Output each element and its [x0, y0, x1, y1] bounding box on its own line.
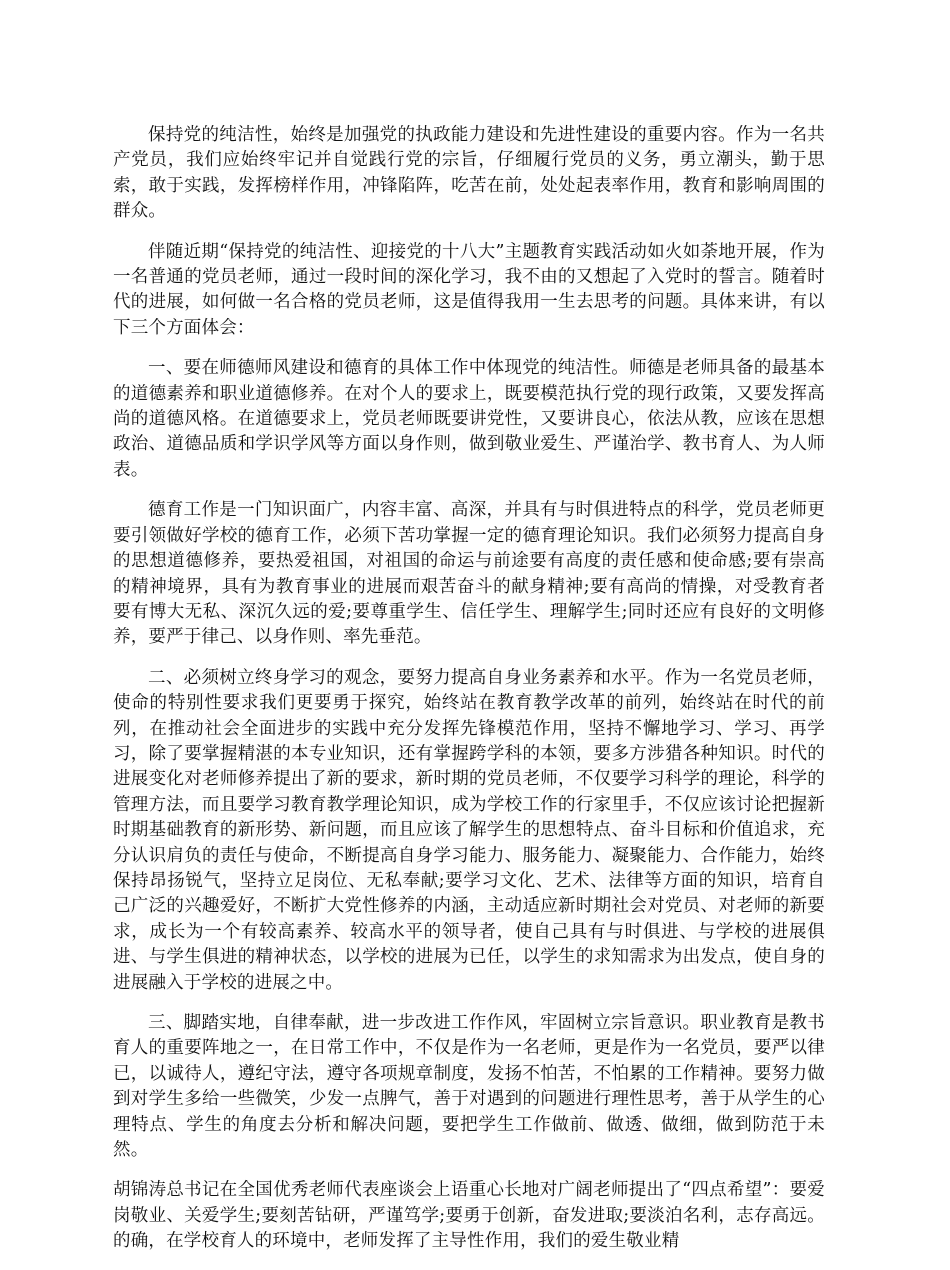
paragraph-background: 伴随近期“保持党的纯洁性、迎接党的十八大”主题教育实践活动如火如荼地开展，作为一名普通的党员老师，通过一段时间的深化学习，我不由的又想起了入党时的誓言。随着时代的进展，如何做一名合格的党员老师，这是值得我用一生去思考的问题。具体来讲，有以下三个方面体会： [113, 241, 825, 338]
paragraph-point-three: 三、脚踏实地，自律奉献，进一步改进工作作风，牢固树立宗旨意识。职业教育是教书育人的重要阵地之一，在日常工作中，不仅是作为一名老师，更是作为一名党员，要严以律已，以诚待人，遵纪守法，遵守各项规章制度，发扬不怕苦，不怕累的工作精神。要努力做到对学生多给一些微笑，少发一点脾气，善于对遇到的问题进行理性思考，善于从学生的心理特点、学生的角度去分析和解决问题，要把学生工作做前、做透、做细，做到防范于未然。 [113, 1013, 825, 1161]
paragraph-point-two: 二、必须树立终身学习的观念，要努力提高自身业务素养和水平。作为一名党员老师，使命的特别性要求我们更要勇于探究，始终站在教育教学改革的前列，始终站在时代的前列，在推动社会全面进步的实践中充分发挥先锋模范作用，坚持不懈地学习、学习、再学习，除了要掌握精湛的本专业知识，还有掌握跨学科的本领，要多方涉猎各种知识。时代的进展变化对老师修养提出了新的要求，新时期的党员老师，不仅要学习科学的理论，科学的管理方法，而且要学习教育教学理论知识，成为学校工作的行家里手，不仅应该讨论把握新时期基础教育的新形势、新问题，而且应该了解学生的思想特点、奋斗目标和价值追求，充分认识肩负的责任与使命，不断提高自身学习能力、服务能力、凝聚能力、合作能力，始终保持昂扬锐气，坚持立足岗位、无私奉献;要学习文化、艺术、法律等方面的知识，培育自己广泛的兴趣爱好，不断扩大党性修养的内涵，主动适应新时期社会对党员、对老师的新要求，成长为一个有较高素养、较高水平的领导者，使自己具有与时俱进、与学校的进展俱进、与学生俱进的精神状态，以学校的进展为已任，以学生的求知需求为出发点，使自身的进展融入于学校的进展之中。 [113, 667, 825, 993]
paragraph-point-one: 一、要在师德师风建设和德育的具体工作中体现党的纯洁性。师德是老师具备的最基本的道德素养和职业道德修养。在对个人的要求上，既要模范执行党的现行政策，又要发挥高尚的道德风格。在道德要求上，党员老师既要讲党性，又要讲良心，依法从教，应该在思想政治、道德品质和学识学风等方面以身作则，做到敬业爱生、严谨治学、教书育人、为人师表。 [113, 358, 825, 480]
paragraph-intro: 保持党的纯洁性，始终是加强党的执政能力建设和先进性建设的重要内容。作为一名共产党员，我们应始终牢记并自觉践行党的宗旨，仔细履行党员的义务，勇立潮头，勤于思索，敢于实践，发挥榜样作用，冲锋陷阵，吃苦在前，处处起表率作用，教育和影响周围的群众。 [113, 125, 825, 222]
document-page [113, 123, 825, 1270]
paragraph-moral-education: 德育工作是一门知识面广，内容丰富、高深，并具有与时俱进特点的科学，党员老师更要引领做好学校的德育工作，必须下苦功掌握一定的德育理论知识。我们必须努力提高自身的思想道德修养，要热爱祖国，对祖国的命运与前途要有高度的责任感和使命感;要有崇高的精神境界，具有为教育事业的进展而艰苦奋斗的献身精神;要有高尚的情操，对受教育者要有博大无私、深沉久远的爱;要尊重学生、信任学生、理解学生;同时还应有良好的文明修养，要严于律己、以身作则、率先垂范。 [113, 500, 825, 648]
paragraph-four-hopes: 胡锦涛总书记在全国优秀老师代表座谈会上语重心长地对广阔老师提出了“四点希望”：要爱岗敬业、关爱学生;要刻苦钻研，严谨笃学;要勇于创新，奋发进取;要淡泊名利，志存高远。的确，在学校育人的环境中，老师发挥了主导性作用，我们的爱生敬业精 [113, 1180, 825, 1252]
